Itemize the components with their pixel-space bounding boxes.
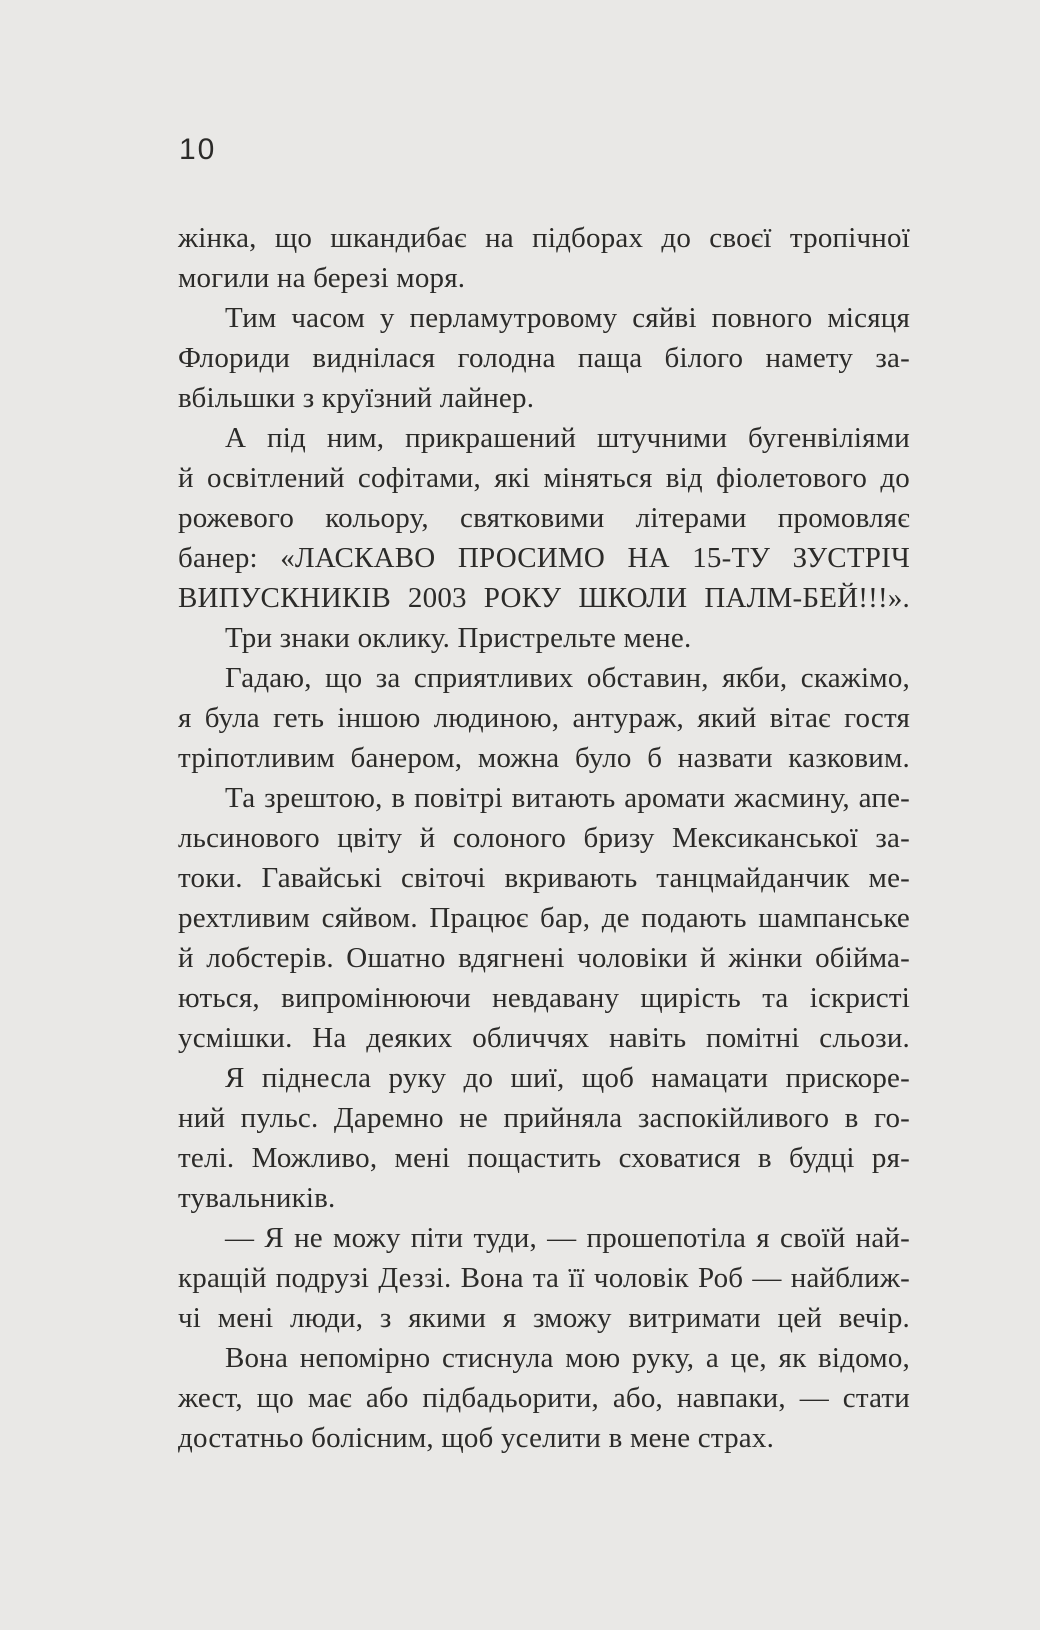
- text-line: Флориди виднілася голодна паща білого намету за-: [178, 342, 910, 374]
- text-line: могили на березі моря.: [178, 262, 466, 294]
- text-line: — Я не можу піти туди, — прошепотіла я своїй най-: [225, 1222, 910, 1254]
- text-line: ний пульс. Даремно не прийняла заспокійливого в го-: [178, 1102, 910, 1134]
- text-line: Та зрештою, в повітрі витають аромати жасмину, апе-: [225, 782, 910, 814]
- text-line: банер: «ЛАСКАВО ПРОСИМО НА 15-ТУ ЗУСТРІЧ: [178, 542, 910, 574]
- text-line: кращій подрузі Деззі. Вона та її чоловік Роб — найближ-: [178, 1262, 910, 1294]
- text-line: тувальників.: [178, 1182, 336, 1214]
- text-line: вбільшки з круїзний лайнер.: [178, 382, 535, 414]
- paragraph: [178, 1338, 910, 1458]
- text-line: тріпотливим банером, можна було б назвати казковим.: [178, 742, 910, 774]
- paragraph: [178, 1218, 910, 1338]
- text-line: Тим часом у перламутровому сяйві повного місяця: [225, 302, 910, 334]
- text-line: А під ним, прикрашений штучними бугенвіліями: [225, 422, 910, 454]
- paragraph: [178, 1058, 910, 1218]
- text-line: й освітлений софітами, які міняться від фіолетового до: [178, 462, 910, 494]
- text-line: Три знаки оклику. Пристрельте мене.: [225, 622, 692, 654]
- paragraph: [178, 298, 910, 418]
- text-line: рехтливим сяйвом. Працює бар, де подають шампанське: [178, 902, 910, 934]
- paragraph: [178, 618, 910, 658]
- text-line: Вона непомірно стиснула мою руку, а це, як відомо,: [225, 1342, 910, 1374]
- text-line: Гадаю, що за сприятливих обставин, якби, скажімо,: [225, 662, 910, 694]
- text-line: телі. Можливо, мені пощастить сховатися в будці ря-: [178, 1142, 910, 1174]
- text-line: достатньо болісним, щоб уселити в мене страх.: [178, 1422, 775, 1454]
- text-line: жінка, що шкандибає на підборах до своєї тропічної: [178, 222, 910, 254]
- text-line: ВИПУСКНИКІВ 2003 РОКУ ШКОЛИ ПАЛМ-БЕЙ!!!».: [178, 582, 910, 614]
- text-line: усмішки. На деяких обличчях навіть помітні сльози.: [178, 1022, 910, 1054]
- text-line: Я піднесла руку до шиї, щоб намацати прискоре-: [225, 1062, 910, 1094]
- text-line: рожевого кольору, святковими літерами промовляє: [178, 502, 910, 534]
- text-line: чі мені люди, з якими я зможу витримати цей вечір.: [178, 1302, 910, 1334]
- page-text: [178, 218, 910, 1458]
- page-number: 10: [179, 133, 217, 166]
- text-line: ються, випромінюючи невдавану щирість та іскристі: [178, 982, 910, 1014]
- text-line: жест, що має або підбадьорити, або, навпаки, — стати: [178, 1382, 910, 1414]
- text-line: льсинового цвіту й солоного бризу Мексиканської за-: [178, 822, 910, 854]
- paragraph: [178, 778, 910, 1058]
- paragraph: [178, 218, 910, 298]
- text-line: я була геть іншою людиною, антураж, який вітає гостя: [178, 702, 910, 734]
- text-line: токи. Гавайські світочі вкривають танцмайданчик ме-: [178, 862, 910, 894]
- paragraph: [178, 418, 910, 618]
- text-line: й лобстерів. Ошатно вдягнені чоловіки й жінки обійма-: [178, 942, 910, 974]
- paragraph: [178, 658, 910, 778]
